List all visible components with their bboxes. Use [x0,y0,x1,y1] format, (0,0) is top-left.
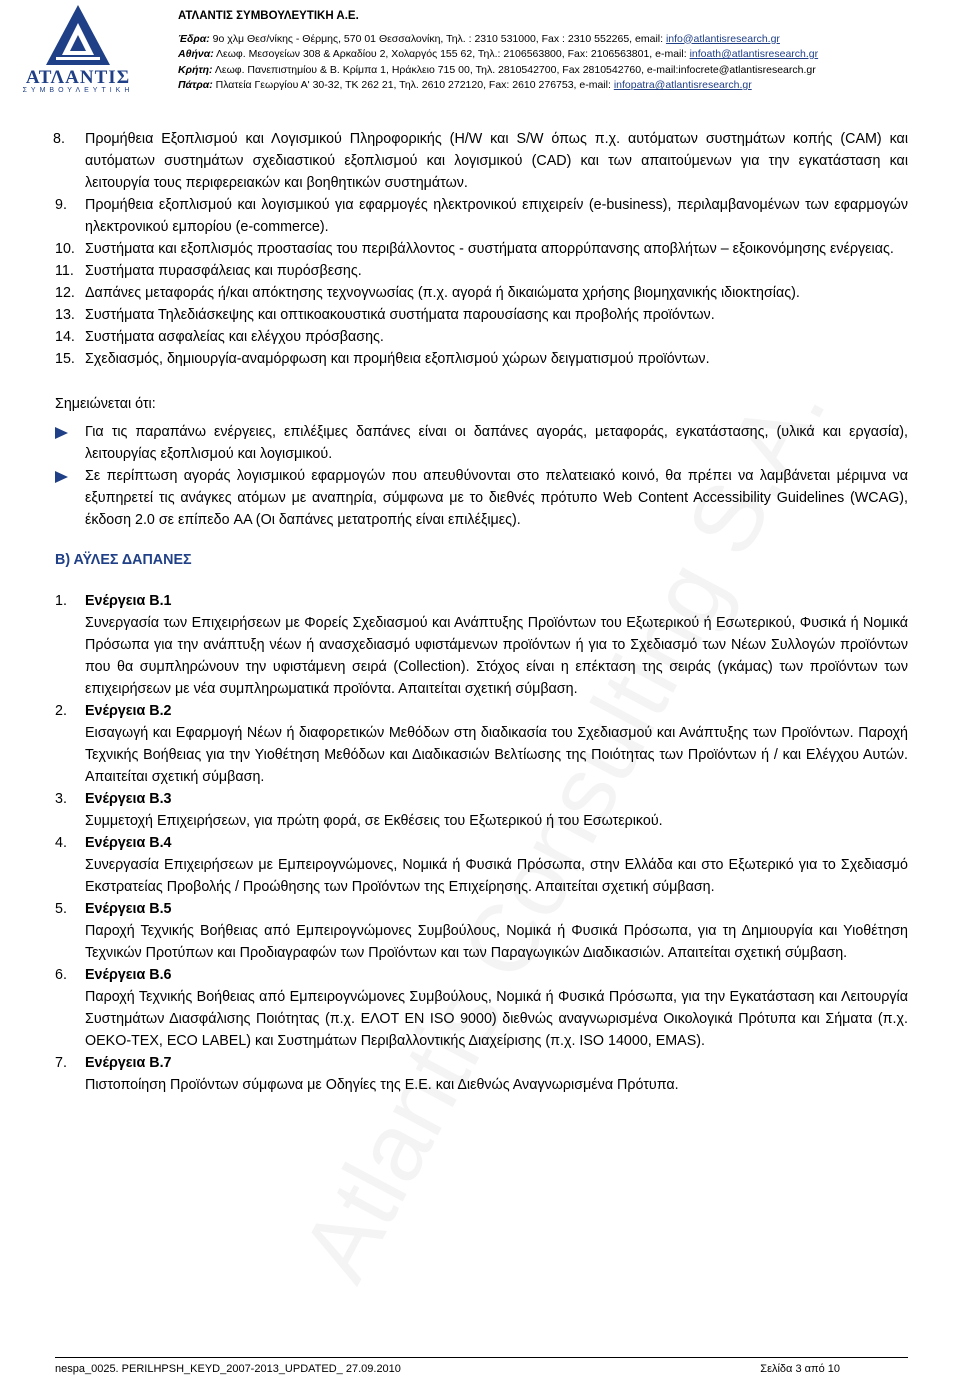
list-item [55,964,908,1052]
list-item [55,590,908,700]
item-text: Συνεργασία των Επιχειρήσεων με Φορείς Σχεδιασμού και Ανάπτυξης Προϊόντων του Εξωτερικού ή Εσωτερικού, Φυσικά ή Νομικά Πρόσωπα για την ανάπτυξη νέων ή ανασχεδιασμό υφιστάμενων προϊόντων ή για το Σχεδιασμό των Νέων Συλλογών προϊόντων που θα συμπληρώνουν την υφιστάμενη σειρά (Collection). Στόχος είναι η επέκταση της σειράς (γκάμας) των προϊόντων των επιχειρήσεων με νέα συμπληρωματικά προϊόντα. Απαιτείται σχετική σύμβαση. [85,615,908,697]
item-number: 5. [55,901,67,917]
document-body [55,128,908,1096]
item-text: Συστήματα και εξοπλισμός προστασίας του περιβάλλοντος - συστήματα απορρύπανσης αποβλήτων – εξοικονόμησης ενέργειας. [85,241,894,257]
triangle-bullet-icon [55,427,68,439]
logo-wordmark: ΑΤΛΑΝΤΙΣ [25,67,131,88]
email-link[interactable]: infoath@atlantisresearch.gr [689,48,819,60]
contact-label: Κρήτη: [178,63,213,76]
contact-text: 9ο χλμ Θεσ/νίκης - Θέρμης, 570 01 Θεσσαλονίκη, Τηλ. : 2310 531000, Fax : 2310 552265, email: [209,32,666,45]
list-item [55,898,908,964]
logo-emblem-icon [12,3,144,67]
item-title: Ενέργεια Β.1 [85,593,172,609]
footer-page-number: Σελίδα 3 από 10 [760,1363,840,1375]
triangle-bullet-icon [55,471,68,483]
item-text: Συστήματα πυρασφάλειας και πυρόσβεσης. [85,263,362,279]
contact-label: Αθήνα: [178,48,214,60]
list-item [55,260,908,282]
item-number: 3. [55,791,67,807]
contact-label: Έδρα: [178,32,210,45]
list-item [55,282,908,304]
contact-text: Λεωφ. Μεσογείων 308 & Αρκαδίου 2, Χολαργός 155 62, Τηλ.: 2106563800, Fax: 2106563801, e-mail: [213,48,690,60]
company-name: ΑΤΛΑΝΤΙΣ ΣΥΜΒΟΥΛΕΥΤΙΚΗ Α.Ε. [178,10,359,22]
footer-filename: nespa_0025. PERILHPSH_KEYD_2007-2013_UPDATED_ 27.09.2010 [55,1363,401,1375]
list-item [55,700,908,788]
list-item [55,304,908,326]
item-title: Ενέργεια Β.6 [85,967,172,983]
note-text: Σε περίπτωση αγοράς λογισμικού εφαρμογών που απευθύνονται στο πελατειακό κοινό, θα πρέπει να λαμβάνεται μέριμνα να εξυπηρετεί τις ανάγκες ατόμων με αναπηρία, σύμφωνα με το διεθνές πρότυπο Web Content Accessibility Guidelines (WCAG), έκδοση 2.0 σε επίπεδο AA (Οι δαπάνες μετατροπής είναι επιλέξιμες). [85,468,908,528]
contact-line-athens [178,47,948,63]
item-text: Συνεργασία Επιχειρήσεων με Εμπειρογνώμονες, Νομικά ή Φυσικά Πρόσωπα, στην Ελλάδα και στο Εξωτερικό για το Σχεδιασμό Εκστρατείας Προβολής / Προώθησης των Προϊόντων της Επιχείρησης. Απαιτείται σχετική σύμβαση. [85,857,908,895]
list-item [55,128,908,194]
item-number: 7. [55,1055,67,1071]
contact-line-hq [178,32,948,48]
item-text: Σχεδιασμός, δημιουργία-αναμόρφωση και προμήθεια εξοπλισμού χώρων δειγματισμού προϊόντων. [85,351,710,367]
contact-label: Πάτρα: [178,79,213,91]
item-number: 4. [55,835,67,851]
eligible-items-list [55,128,908,370]
email-link[interactable]: info@atlantisresearch.gr [665,32,780,45]
contact-text: Πλατεία Γεωργίου Α' 30-32, ΤΚ 262 21, Τηλ. 2610 272120, Fax: 2610 276753, e-mail: [212,79,614,91]
item-number: 9. [55,197,67,213]
item-text: Πιστοποίηση Προϊόντων σύμφωνα με Οδηγίες της Ε.Ε. και Διεθνώς Αναγνωρισμένα Πρότυπα. [85,1077,679,1093]
item-number: 8. [53,131,65,147]
item-title: Ενέργεια Β.4 [85,835,172,851]
item-title: Ενέργεια Β.3 [85,791,172,807]
item-text: Προμήθεια εξοπλισμού και λογισμικού για εφαρμογές ηλεκτρονικού επιχειρείν (e-business), περιλαμβανομένων των εφαρμογών ηλεκτρονικού εμπορίου (e-commerce). [85,197,908,235]
contact-line-crete [178,63,948,79]
item-title: Ενέργεια Β.7 [85,1055,172,1071]
list-item [55,326,908,348]
item-text: Παροχή Τεχνικής Βοήθειας από Εμπειρογνώμονες Συμβούλους, Νομικά ή Φυσικά Πρόσωπα, για την Εγκατάσταση και Λειτουργία Συστημάτων Διασφάλισης Ποιότητας (π.χ. ΕΛΟΤ ΕΝ ISO 9000) διεθνώς αναγνωρισμένα Οικολογικά Πρότυπα και Σήματα (π.χ. OEKO-TEX, ECO LABEL) και Συστημάτων Περιβαλλοντικής Διαχείρισης (π.χ. ISO 14000, EMAS). [85,989,908,1049]
contact-text: Λεωφ. Πανεπιστημίου & Β. Κρίμπα 1, Ηράκλειο 715 00, Τηλ. 2810542700, Fax 2810542760, e-mail:infocrete@atlantisresearch.gr [212,63,816,76]
item-number: 1. [55,593,67,609]
list-item [55,1052,908,1096]
note-bullet [55,465,908,531]
item-title: Ενέργεια Β.5 [85,901,172,917]
notes-section [55,393,908,531]
section-heading: Β) ΑΫΛΕΣ ΔΑΠΑΝΕΣ [55,552,192,568]
footer-divider [55,1357,908,1358]
item-number: 13. [55,307,75,323]
item-text: Παροχή Τεχνικής Βοήθειας από Εμπειρογνώμονες Συμβούλους, Νομικά ή Φυσικά Πρόσωπα, για τη Δημιουργία και Υιοθέτηση Τεχνικών Προτύπων και Προδιαγραφών των Προϊόντων και των Παραγωγικών Διαδικασιών. Απαιτείται σχετική σύμβαση. [85,923,908,961]
intangible-expenses-list [55,590,908,1096]
item-number: 6. [55,967,67,983]
header-contact-block [178,9,948,94]
note-text: Για τις παραπάνω ενέργειες, επιλέξιμες δαπάνες είναι οι δαπάνες αγοράς, μεταφοράς, εγκατάστασης, (υλικά και εργασία), λειτουργίας εξοπλισμού και λογισμικού. [85,424,908,462]
list-item [55,194,908,238]
item-text: Εισαγωγή και Εφαρμογή Νέων ή διαφορετικών Μεθόδων στη διαδικασία του Σχεδιασμού και Ανάπτυξης των Προϊόντων. Παροχή Τεχνικής Βοήθειας για την Υιοθέτηση Μεθόδων και Διαδικασιών Βελτίωσης της Ποιότητας των Προϊόντων ή / και Ελέγχου Αυτών. Απαιτείται σχετική σύμβαση. [85,725,908,785]
notes-title: Σημειώνεται ότι: [55,396,156,412]
item-text: Συμμετοχή Επιχειρήσεων, για πρώτη φορά, σε Εκθέσεις του Εξωτερικού ή του Εσωτερικού. [85,813,663,829]
item-number: 2. [55,703,67,719]
note-bullet [55,421,908,465]
item-number: 12. [55,285,75,301]
item-text: Δαπάνες μεταφοράς ή/και απόκτησης τεχνογνωσίας (π.χ. αγορά ή δικαιώματα χρήσης βιομηχανικής ιδιοκτησίας). [85,285,800,301]
logo-subtitle: ΣΥΜΒΟΥΛΕΥΤΙΚΗ [22,87,134,94]
email-link[interactable]: infopatra@atlantisresearch.gr [613,79,752,91]
item-number: 11. [55,263,74,279]
contact-line-patra [178,78,948,94]
item-number: 15. [55,351,75,367]
list-item [55,788,908,832]
item-number: 14. [55,329,75,345]
company-logo [12,3,144,95]
item-text: Συστήματα Τηλεδιάσκεψης και οπτικοακουστικά συστήματα παρουσίασης και προβολής προϊόντων. [85,307,715,323]
item-text: Συστήματα ασφαλείας και ελέγχου πρόσβασης. [85,329,384,345]
item-text: Προμήθεια Εξοπλισμού και Λογισμικού Πληροφορικής (H/W και S/W όπως π.χ. αυτόματων συστημάτων κοπής (CAM) και αυτόματων συστημάτων σχεδιαστικού εξοπλισμού και λογισμικού (CAD) και των απαιτούμενων για την εγκατάσταση και λειτουργία τους περιφερειακών και βοηθητικών συστημάτων. [85,131,908,191]
item-number: 10. [55,241,75,257]
item-title: Ενέργεια Β.2 [85,703,172,719]
list-item [55,238,908,260]
list-item [55,832,908,898]
list-item [55,348,908,370]
